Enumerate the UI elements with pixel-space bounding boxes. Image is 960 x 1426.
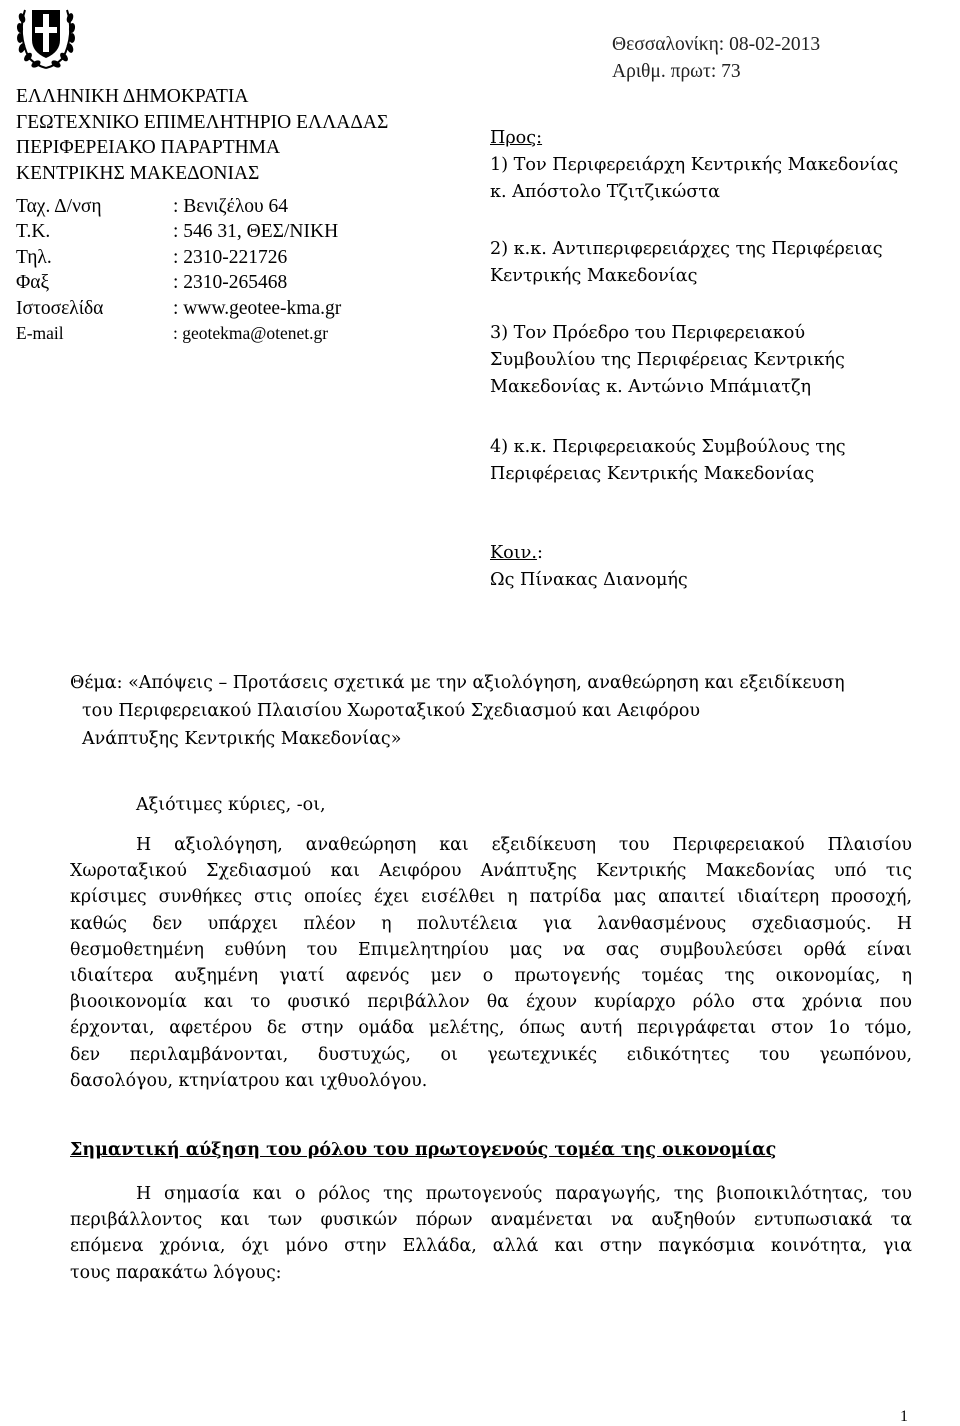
website-link[interactable]: : www.geotee-kma.gr — [173, 297, 342, 319]
recipient-line: 2) κ.κ. Αντιπεριφερειάρχες της Περιφέρειας — [490, 239, 883, 259]
contact-row-email — [16, 321, 456, 346]
recipients-block — [490, 125, 940, 594]
issuer-line: ΠΕΡΙΦΕΡΕΙΑΚΟ ΠΑΡΑΡΤΗΜΑ — [16, 137, 281, 158]
contact-row-fax — [16, 270, 456, 295]
salutation: Αξιότιμες κύριες, -οι, — [136, 795, 326, 815]
contact-block — [16, 194, 456, 346]
paragraph-line: βιοοικονομία και το φυσικό περιβάλλον θα έχουν κυρίαρχο ρόλο στα χρόνια που — [70, 992, 912, 1013]
cc-label-line — [490, 540, 940, 567]
paragraph-line: ιδιαίτερα αυξημένη γιατί αφενός μεν ο πρωτογενής τομέας της οικονομίας, η — [70, 965, 912, 986]
email-link[interactable]: : geotekma@otenet.gr — [173, 322, 329, 343]
contact-key: Τ.Κ. — [16, 221, 51, 243]
contact-key: Φαξ — [16, 272, 50, 294]
contact-key: E-mail — [16, 322, 64, 343]
cc-label: Κοιν. — [490, 543, 537, 563]
contact-key: Ταχ. Δ/νση — [16, 196, 102, 217]
contact-value: : 2310-265468 — [173, 272, 288, 294]
paragraph-line: Η αξιολόγηση, αναθεώρηση και εξειδίκευση του Περιφερειακού Πλαισίου — [136, 835, 912, 855]
contact-row-phone — [16, 245, 456, 270]
paragraph-line: Χωροταξικού Σχεδιασμού και Αειφόρου Ανάπτυξης Κεντρικής Μακεδονίας υπό τις — [70, 861, 912, 882]
contact-key: Τηλ. — [16, 246, 52, 268]
recipient-line: 4) κ.κ. Περιφερειακούς Συμβούλους της — [490, 437, 846, 457]
contact-row-postcode — [16, 219, 456, 244]
recipient-line: 3) Τον Πρόεδρο του Περιφερειακού — [490, 323, 806, 343]
document-meta — [612, 31, 820, 85]
paragraph-line: τους παρακάτω λόγους: — [70, 1262, 282, 1283]
recipient-line: Συμβουλίου της Περιφέρειας Κεντρικής — [490, 350, 845, 370]
contact-row-address — [16, 194, 456, 219]
contact-key: Ιστοσελίδα — [16, 297, 104, 319]
paragraph-line: Η σημασία και ο ρόλος της πρωτογενούς παραγωγής, της βιοποικιλότητας, του — [136, 1184, 912, 1204]
paragraph-line: έρχονται, αφετέρου δε στην ομάδα μελέτης, όπως αυτή περιγράφεται στον 1ο τόμο, — [70, 1018, 912, 1039]
paragraph-line: δασολόγου, κτηνίατρου και ιχθυολόγου. — [70, 1070, 428, 1091]
subject-block — [70, 669, 920, 753]
subject-line: Ανάπτυξης Κεντρικής Μακεδονίας» — [82, 729, 402, 749]
contact-value: : Βενιζέλου 64 — [173, 196, 289, 217]
place-date: Θεσσαλονίκη: 08-02-2013 — [612, 34, 821, 55]
cc-colon: : — [536, 543, 543, 563]
recipient-line: κ. Απόστολο Τζιτζικώστα — [490, 182, 721, 202]
contact-value: : 546 31, ΘΕΣ/ΝΙΚΗ — [173, 221, 339, 243]
issuer-line: ΓΕΩΤΕΧΝΙΚΟ ΕΠΙΜΕΛΗΤΗΡΙΟ ΕΛΛΑΔΑΣ — [16, 111, 389, 133]
recipient-line: Κεντρικής Μακεδονίας — [490, 266, 698, 286]
recipient-line: Μακεδονίας κ. Αντώνιο Μπάμιατζη — [490, 377, 812, 397]
greek-emblem-icon — [15, 0, 77, 72]
recipient-line: 1) Τον Περιφερειάρχη Κεντρικής Μακεδονίας — [490, 155, 899, 175]
body-paragraph-1 — [70, 832, 912, 1094]
paragraph-line: επόμενα χρόνια, όχι μόνο στην Ελλάδα, αλλά και στην παγκόσμια κοινότητα, για — [70, 1236, 912, 1257]
paragraph-line: κρίσιμες συνθήκες στις οποίες έχει εισέλθει η πατρίδα μας απαιτεί ιδιαίτερη προσοχή, — [70, 887, 912, 908]
paragraph-line: θεσμοθετημένη ευθύνη του Επιμελητηρίου μας να σας συμβουλεύσει ορθά είναι — [70, 939, 912, 960]
page-number: 1 — [900, 1408, 908, 1425]
issuer-block — [16, 84, 446, 186]
recipient-line: Περιφέρειας Κεντρικής Μακεδονίας — [490, 464, 815, 484]
contact-value: : 2310-221726 — [173, 246, 288, 268]
contact-row-website — [16, 296, 456, 321]
body-paragraph-2 — [70, 1181, 912, 1286]
issuer-line: ΚΕΝΤΡΙΚΗΣ ΜΑΚΕΔΟΝΙΑΣ — [16, 162, 260, 184]
section-heading: Σημαντική αύξηση του ρόλου του πρωτογενούς τομέα της οικονομίας — [70, 1140, 777, 1160]
paragraph-line: δεν περιλαμβάνονται, δυστυχώς, οι γεωτεχνικές ειδικότητες του γεωπόνου, — [70, 1044, 912, 1065]
paragraph-line: περιβάλλοντος και των φυσικών πόρων αναμένεται να αυξηθούν εντυπωσιακά τα — [70, 1210, 912, 1231]
to-label: Προς: — [490, 128, 543, 148]
paragraph-line: καθώς δεν υπάρχει πλέον η πολυτέλεια για λανθασμένους σχεδιασμούς. Η — [70, 913, 912, 934]
issuer-line: ΕΛΛΗΝΙΚΗ ΔΗΜΟΚΡΑΤΙΑ — [16, 86, 249, 107]
subject-line: Θέμα: «Απόψεις – Προτάσεις σχετικά με την αξιολόγηση, αναθεώρηση και εξειδίκευση — [70, 673, 845, 693]
subject-line: του Περιφερειακού Πλαισίου Χωροταξικού Σχεδιασμού και Αειφόρου — [82, 701, 701, 721]
cc-value: Ως Πίνακας Διανομής — [490, 570, 688, 590]
protocol-number: Αριθμ. πρωτ: 73 — [612, 61, 741, 82]
